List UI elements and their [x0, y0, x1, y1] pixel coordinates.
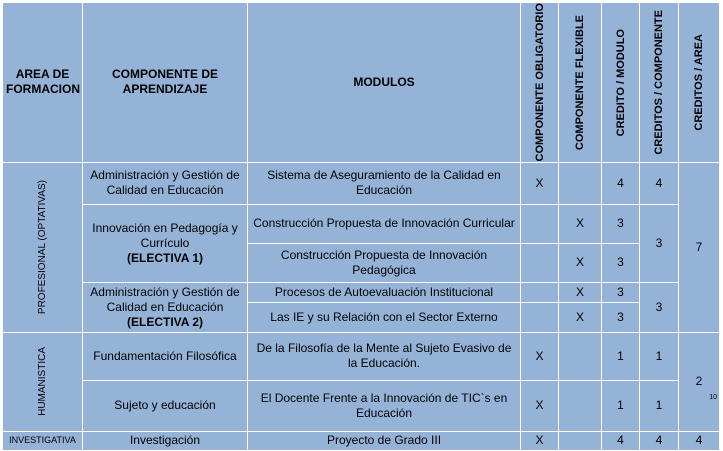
flexible-cell: X [559, 204, 602, 243]
page-number: 10 [709, 394, 717, 401]
flexible-cell [559, 380, 602, 431]
area-profesional: PROFESIONAL (OPTATIVAS) [3, 162, 83, 332]
flexible-cell [559, 162, 602, 204]
componente-cell: Innovación en Pedagogía y Currículo (ELECTIVA 1) [83, 204, 248, 282]
credito-cell: 4 [602, 162, 640, 204]
header-creditos-area: CREDITOS / AREA [679, 3, 720, 163]
obligatorio-cell [521, 204, 559, 243]
componente-cell: Fundamentación Filosófica [83, 332, 248, 380]
creditos-componente-cell: 3 [640, 282, 679, 332]
header-area: AREA DE FORMACION [3, 3, 83, 163]
modulo-cell: Construcción Propuesta de Innovación Pedagógica [248, 243, 521, 282]
componente-cell: Administración y Gestión de Calidad en Educación [83, 162, 248, 204]
header-flexible: COMPONENTE FLEXIBLE [559, 3, 602, 163]
obligatorio-cell [521, 243, 559, 282]
obligatorio-cell: X [521, 380, 559, 431]
obligatorio-cell: X [521, 431, 559, 450]
header-row [3, 3, 720, 163]
obligatorio-cell [521, 282, 559, 302]
header-creditos-componente: CREDITOS / COMPONENTE [640, 3, 679, 163]
header-obligatorio: COMPONENTE OBLIGATORIO [521, 3, 559, 163]
credito-cell: 4 [602, 431, 640, 450]
creditos-componente-cell: 4 [640, 162, 679, 204]
table-row [3, 431, 720, 450]
componente-cell: Sujeto y educación [83, 380, 248, 431]
table-row [3, 204, 720, 243]
header-credito-modulo: CREDITO / MODULO [602, 3, 640, 163]
credito-cell: 1 [602, 332, 640, 380]
modulo-cell: Proyecto de Grado III [248, 431, 521, 450]
area-humanistica: HUMANISTICA [3, 332, 83, 431]
credito-cell: 3 [602, 302, 640, 332]
area-investigativa: INVESTIGATIVA [3, 431, 83, 450]
flexible-cell: X [559, 282, 602, 302]
creditos-componente-cell: 1 [640, 380, 679, 431]
componente-cell: Administración y Gestión de Calidad en Educación (ELECTIVA 2) [83, 282, 248, 332]
table-row [3, 282, 720, 302]
table-row [3, 380, 720, 431]
componente-cell: Investigación [83, 431, 248, 450]
flexible-cell [559, 332, 602, 380]
creditos-componente-cell: 4 [640, 431, 679, 450]
header-componente: COMPONENTE DE APRENDIZAJE [83, 3, 248, 163]
obligatorio-cell: X [521, 332, 559, 380]
flexible-cell [559, 431, 602, 450]
creditos-area-cell: 7 [679, 162, 720, 332]
modulo-cell: Construcción Propuesta de Innovación Curricular [248, 204, 521, 243]
credito-cell: 3 [602, 243, 640, 282]
credito-cell: 3 [602, 282, 640, 302]
modulo-cell: Sistema de Aseguramiento de la Calidad en Educación [248, 162, 521, 204]
modulo-cell: Procesos de Autoevaluación Institucional [248, 282, 521, 302]
obligatorio-cell [521, 302, 559, 332]
credito-cell: 3 [602, 204, 640, 243]
creditos-componente-cell: 3 [640, 204, 679, 282]
modulo-cell: De la Filosofía de la Mente al Sujeto Evasivo de la Educación. [248, 332, 521, 380]
creditos-area-cell: 2 [679, 332, 720, 431]
obligatorio-cell: X [521, 162, 559, 204]
modulo-cell: Las IE y su Relación con el Sector Externo [248, 302, 521, 332]
flexible-cell: X [559, 302, 602, 332]
creditos-area-cell: 4 [679, 431, 720, 450]
flexible-cell: X [559, 243, 602, 282]
creditos-componente-cell: 1 [640, 332, 679, 380]
modulo-cell: El Docente Frente a la Innovación de TIC`s en Educación [248, 380, 521, 431]
header-modulos: MODULOS [248, 3, 521, 163]
table-row [3, 162, 720, 204]
credito-cell: 1 [602, 380, 640, 431]
curriculum-table [2, 2, 720, 451]
table-row [3, 332, 720, 380]
